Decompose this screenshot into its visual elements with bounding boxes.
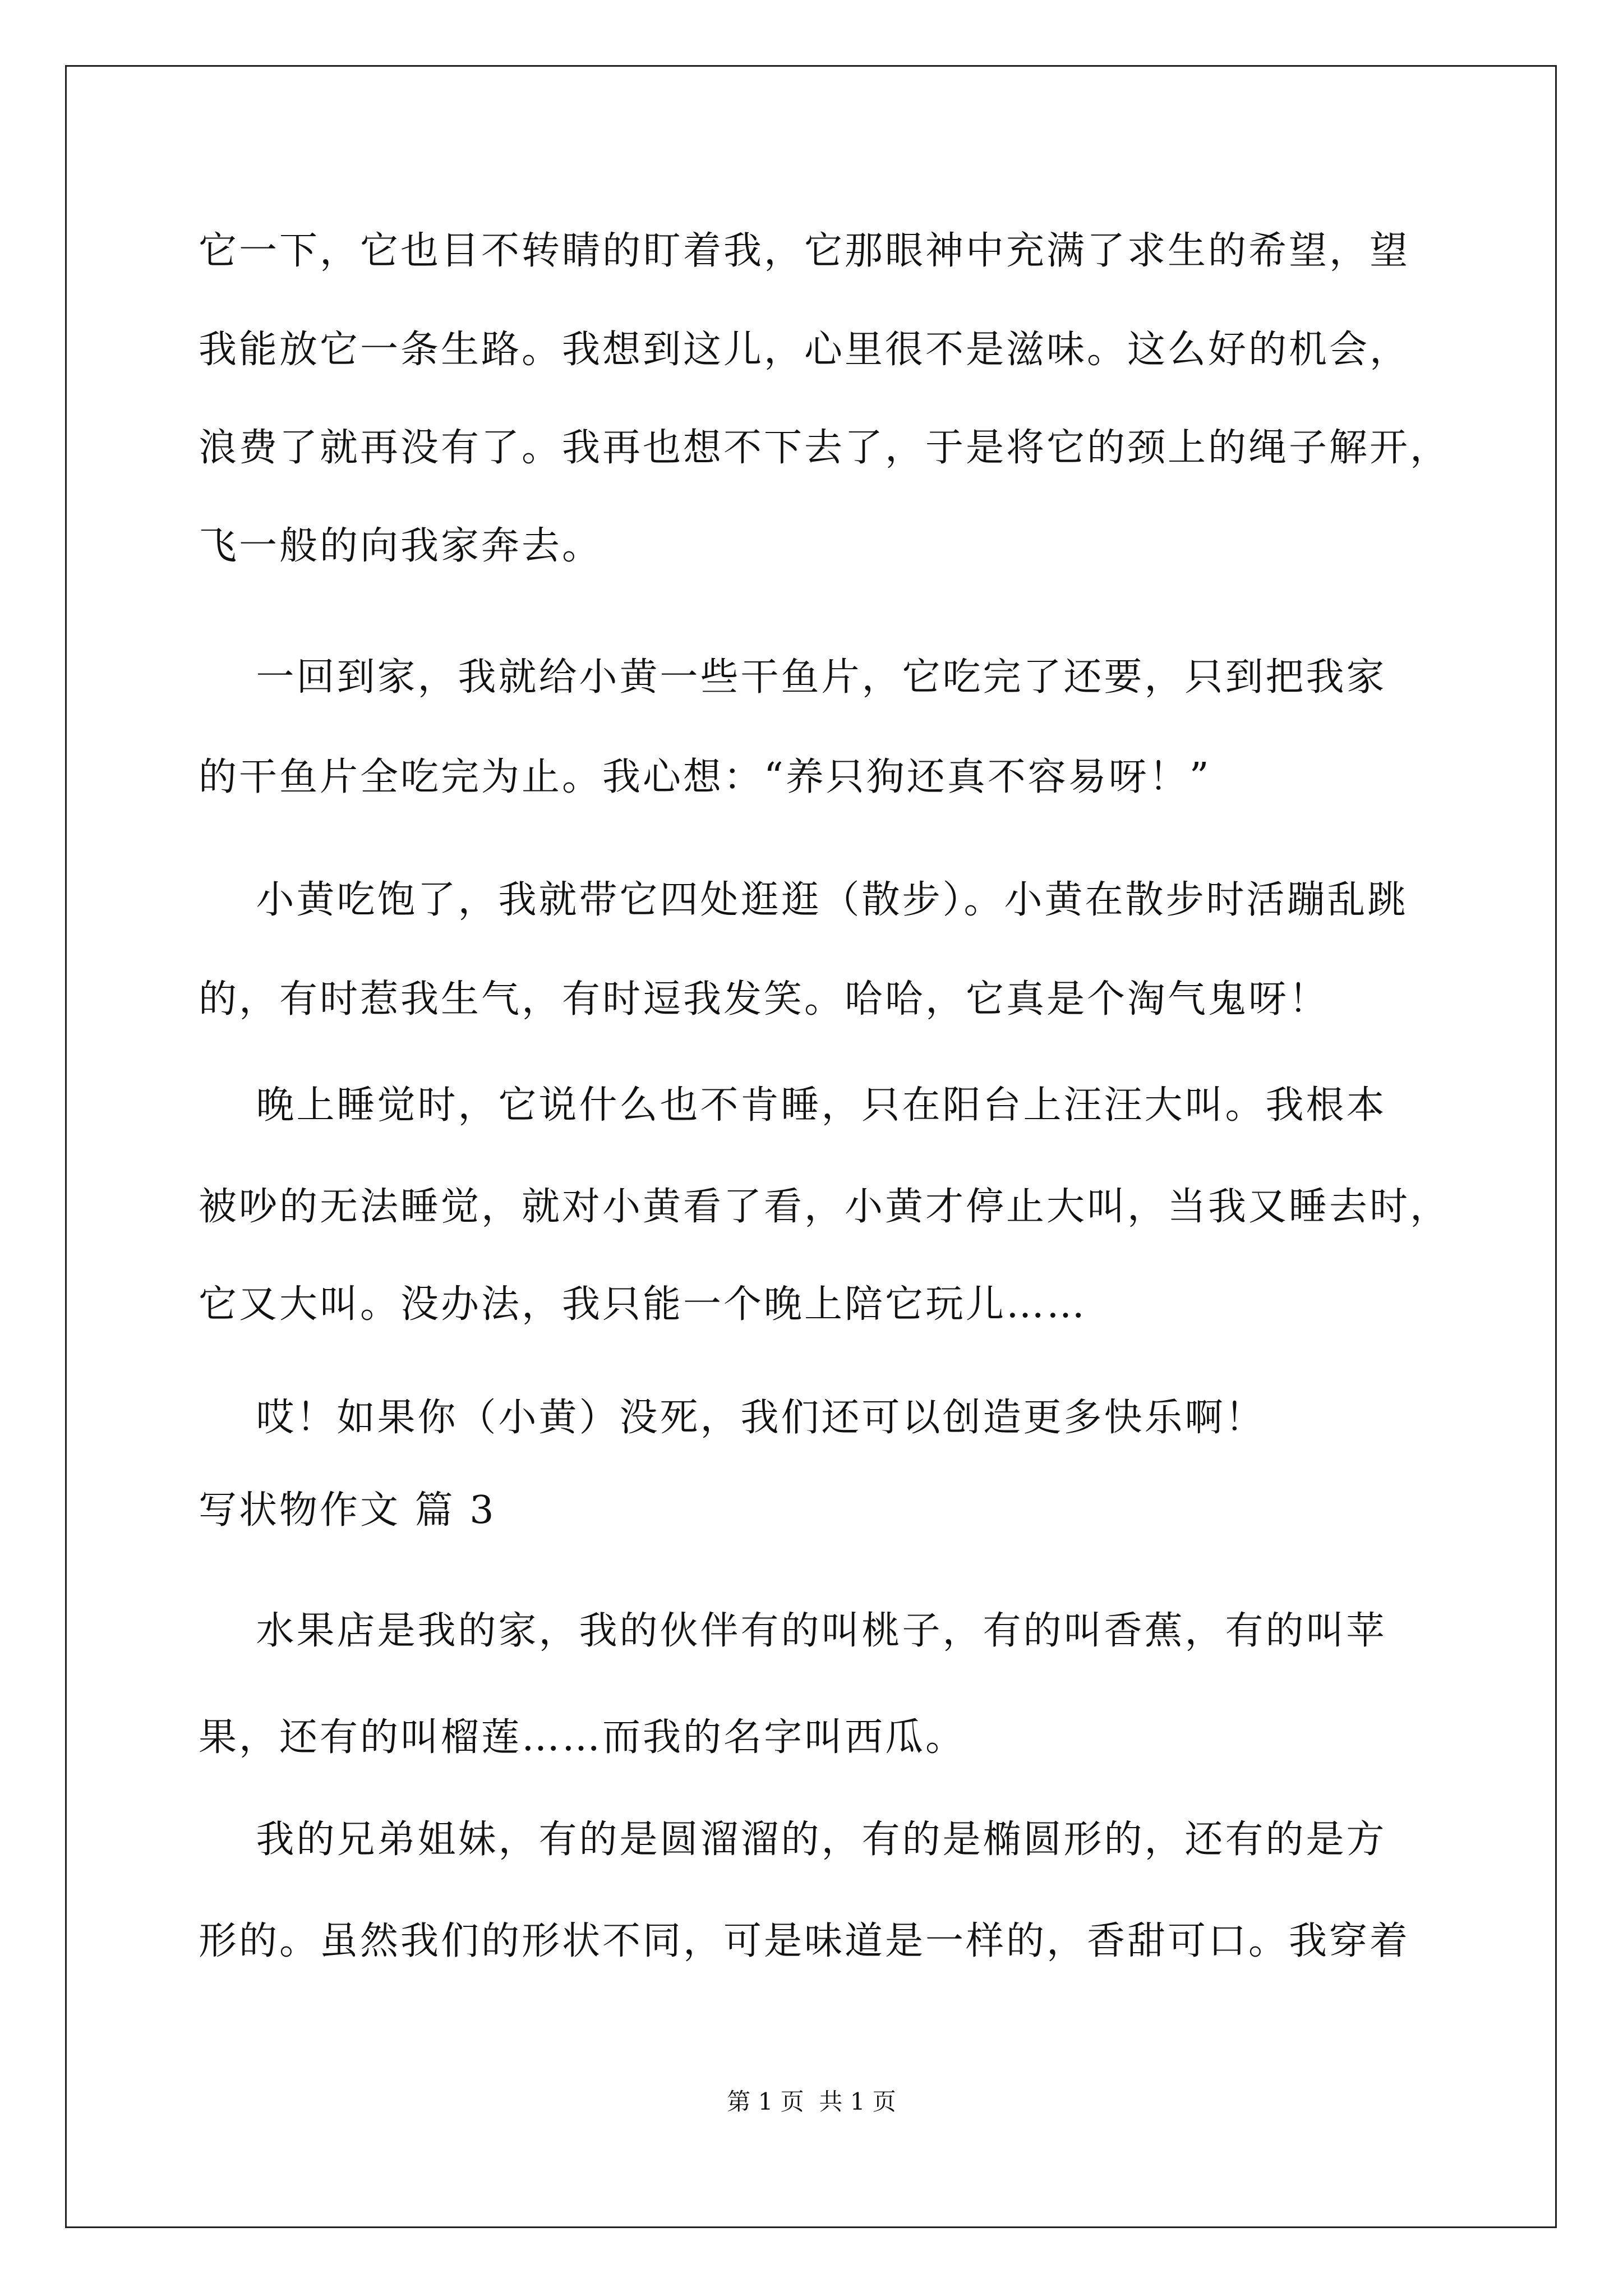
text-line: 我能放它一条生路。我想到这儿，心里很不是滋味。这么好的机会， (199, 328, 1410, 372)
text-line: 被吵的无法睡觉，就对小黄看了看，小黄才停止大叫，当我又睡去时， (199, 1185, 1451, 1229)
text-line: 浪费了就再没有了。我再也想不下去了，于是将它的颈上的绳子解开， (199, 426, 1451, 470)
text-line: 它又大叫。没办法，我只能一个晚上陪它玩儿…… (199, 1282, 1087, 1327)
text-line: 飞一般的向我家奔去。 (199, 524, 603, 568)
paragraph-first-line: 我的兄弟姐妹，有的是圆溜溜的，有的是椭圆形的，还有的是方 (199, 1818, 1387, 1862)
page-border (65, 65, 1557, 2228)
paragraph-first-line: 哎！如果你（小黄）没死，我们还可以创造更多快乐啊！ (199, 1396, 1266, 1440)
text-line: 的干鱼片全吃完为止。我心想：“养只狗还真不容易呀！” (199, 755, 1211, 799)
text-line: 果，还有的叫榴莲……而我的名字叫西瓜。 (199, 1715, 966, 1760)
text-line: 形的。虽然我们的形状不同，可是味道是一样的，香甜可口。我穿着 (199, 1919, 1410, 1963)
paragraph-first-line: 小黄吃饱了，我就带它四处逛逛（散步）。小黄在散步时活蹦乱跳 (199, 878, 1408, 922)
text-line: 它一下，它也目不转睛的盯着我，它那眼神中充满了求生的希望，望 (199, 229, 1410, 273)
section-heading: 写状物作文 篇 3 (199, 1488, 496, 1533)
paragraph-first-line: 水果店是我的家，我的伙伴有的叫桃子，有的叫香蕉，有的叫苹 (199, 1609, 1387, 1653)
paragraph-first-line: 一回到家，我就给小黄一些干鱼片，它吃完了还要，只到把我家 (199, 655, 1387, 700)
page-footer: 第 1 页 共 1 页 (727, 2088, 896, 2115)
paragraph-first-line: 晚上睡觉时，它说什么也不肯睡，只在阳台上汪汪大叫。我根本 (199, 1083, 1387, 1128)
text-line: 的，有时惹我生气，有时逗我发笑。哈哈，它真是个淘气鬼呀！ (199, 977, 1330, 1022)
